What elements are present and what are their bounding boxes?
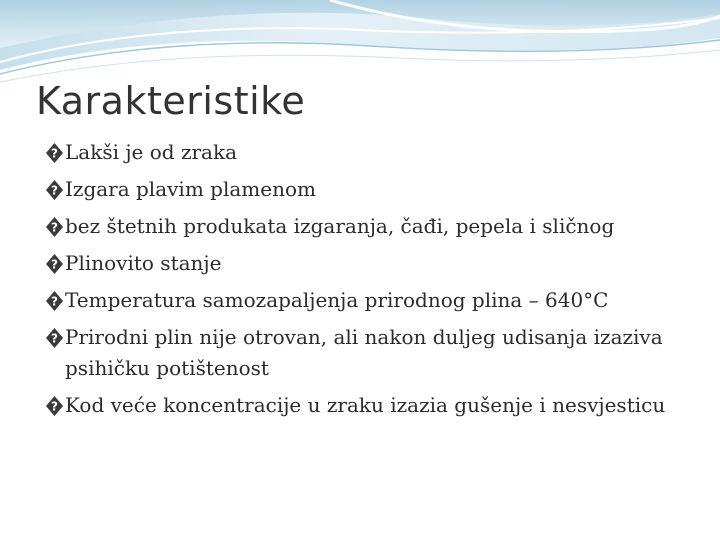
svg-text:?: ? bbox=[51, 331, 58, 346]
bullet-item bbox=[46, 390, 696, 421]
svg-text:?: ? bbox=[51, 146, 58, 161]
replacement-character-icon bbox=[46, 143, 63, 163]
bullet-text: Izgara plavim plamenom bbox=[65, 177, 316, 201]
bullet-text: bez štetnih produkata izgaranja, čađi, pepela i sličnog bbox=[65, 214, 615, 238]
svg-text:?: ? bbox=[51, 294, 58, 309]
svg-text:?: ? bbox=[51, 183, 58, 198]
bullet-text: Kod veće koncentracije u zraku izazia gušenje i nesvjesticu bbox=[65, 393, 666, 417]
replacement-character-icon bbox=[46, 396, 63, 416]
bullet-text: Plinovito stanje bbox=[65, 251, 222, 275]
bullet-item bbox=[46, 322, 696, 384]
bullet-item bbox=[46, 137, 696, 168]
bullet-item bbox=[46, 285, 696, 316]
replacement-character-icon bbox=[46, 217, 63, 237]
bullet-text: Lakši je od zraka bbox=[65, 140, 238, 164]
svg-text:?: ? bbox=[51, 399, 58, 414]
bullet-text: Temperatura samozapaljenja prirodnog plina – 640°C bbox=[65, 288, 609, 312]
bullet-list bbox=[46, 137, 696, 427]
bullet-text: Prirodni plin nije otrovan, ali nakon duljeg udisanja izaziva psihičku potištenost bbox=[65, 325, 663, 380]
bullet-item bbox=[46, 174, 696, 205]
replacement-character-icon bbox=[46, 180, 63, 200]
svg-text:?: ? bbox=[51, 257, 58, 272]
svg-text:?: ? bbox=[51, 220, 58, 235]
replacement-character-icon bbox=[46, 328, 63, 348]
replacement-character-icon bbox=[46, 254, 63, 274]
bullet-item bbox=[46, 248, 696, 279]
bullet-item bbox=[46, 211, 696, 242]
replacement-character-icon bbox=[46, 291, 63, 311]
slide-title: Karakteristike bbox=[36, 79, 306, 123]
